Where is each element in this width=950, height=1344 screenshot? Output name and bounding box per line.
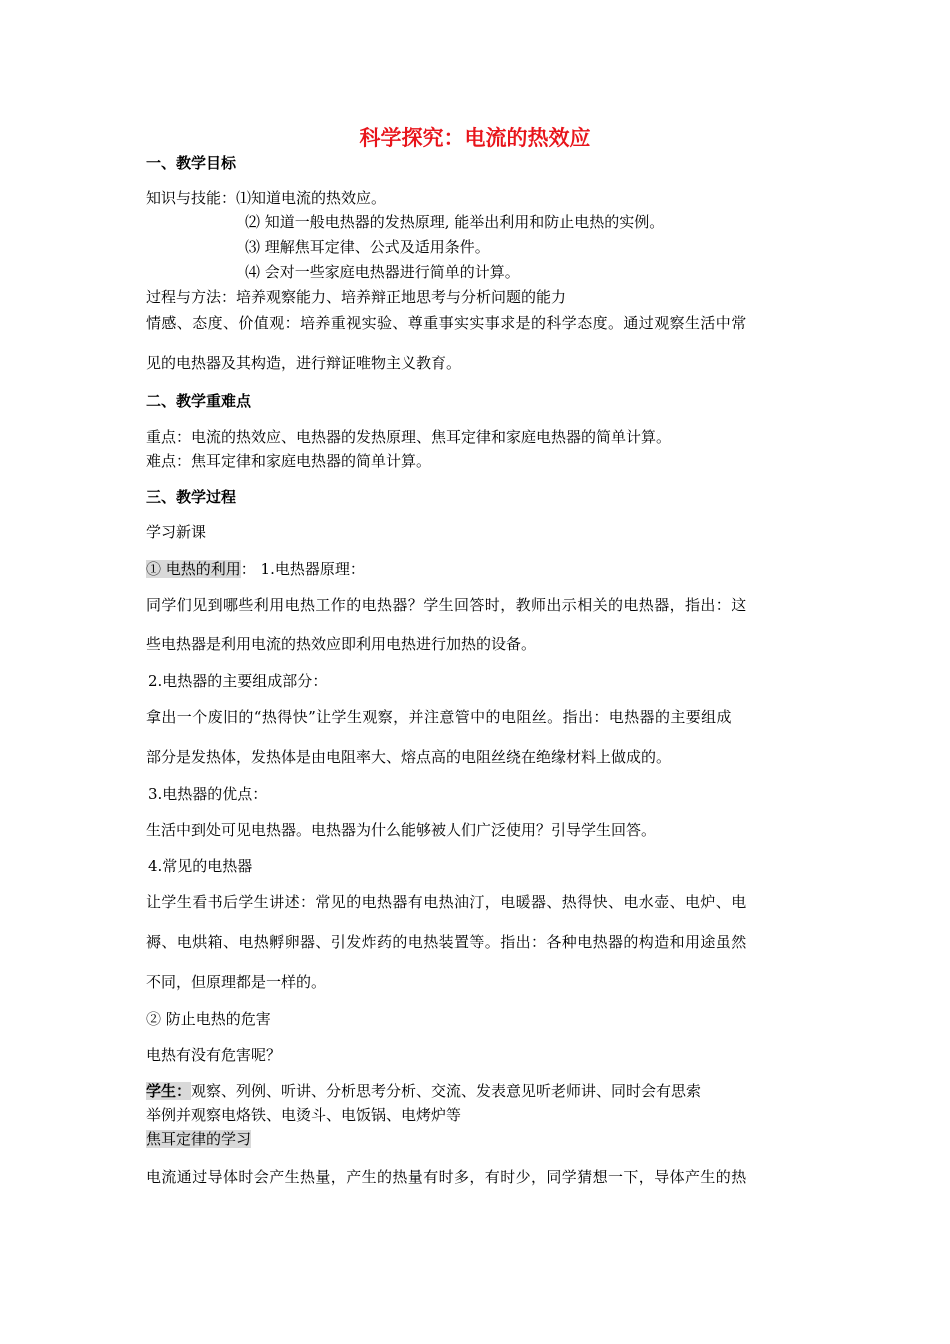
paragraph-3: 生活中到处可见电热器。电热器为什么能够被人们广泛使用？引导学生回答。	[146, 821, 657, 839]
example-line: 举例并观察电烙铁、电烫斗、电饭锅、电烤炉等	[146, 1106, 462, 1124]
item-2-heading: 2.电热器的主要组成部分：	[148, 672, 328, 690]
student-activity	[146, 1081, 701, 1101]
section-heading-key-points: 二、教学重难点	[146, 392, 252, 410]
emotion-line-1: 情感、态度、价值观：培养重视实验、尊重事实实事求是的科学态度。通过观察生活中常	[146, 314, 747, 332]
paragraph-2-line-2: 部分是发热体，发热体是由电阻率大、熔点高的电阻丝绕在绝缘材料上做成的。	[146, 748, 672, 766]
prevent-heading: ② 防止电热的危害	[146, 1010, 271, 1028]
danger-question: 电热有没有危害呢？	[146, 1046, 282, 1064]
emotion-line-2: 见的电热器及其构造，进行辩证唯物主义教育。	[146, 354, 462, 372]
joule-law-label: 焦耳定律的学习	[146, 1130, 252, 1148]
paragraph-4-line-2: 褥、电烘箱、电热孵卵器、引发炸药的电热装置等。指出：各种电热器的构造和用途虽然	[146, 933, 747, 951]
student-text: 观察、列例、听讲、分析思考分析、交流、发表意见听老师讲、同时会有思索	[191, 1082, 702, 1100]
difficult-point: 难点：焦耳定律和家庭电热器的简单计算。	[146, 452, 432, 470]
heat-use-rest: ： 1.电热器原理：	[240, 560, 365, 578]
knowledge-item-3: ⑶ 理解焦耳定律、公式及适用条件。	[245, 238, 490, 256]
paragraph-4-line-3: 不同，但原理都是一样的。	[146, 973, 327, 991]
last-paragraph-line: 电流通过导体时会产生热量，产生的热量有时多，有时少，同学猜想一下，导体产生的热	[146, 1168, 747, 1186]
knowledge-item-1: ⑴知道电流的热效应。	[236, 189, 387, 207]
heat-use-label: ① 电热的利用	[146, 560, 241, 578]
joule-law-heading	[146, 1129, 251, 1149]
knowledge-label: 知识与技能：	[146, 189, 237, 207]
document-title: 科学探究：电流的热效应	[359, 126, 591, 150]
heat-use-line	[146, 559, 365, 579]
section-heading-objectives: 一、教学目标	[146, 154, 237, 172]
knowledge-item-2: ⑵ 知道一般电热器的发热原理, 能举出利用和防止电热的实例。	[245, 213, 665, 231]
section-heading-process: 三、教学过程	[146, 488, 237, 506]
knowledge-item-4: ⑷ 会对一些家庭电热器进行简单的计算。	[245, 263, 520, 281]
new-lesson-label: 学习新课	[146, 523, 207, 541]
student-label: 学生：	[146, 1082, 192, 1100]
paragraph-2-line-1: 拿出一个废旧的“热得快”让学生观察，并注意管中的电阻丝。指出：电热器的主要组成	[146, 708, 732, 726]
paragraph-1-line-2: 些电热器是利用电流的热效应即利用电热进行加热的设备。	[146, 635, 537, 653]
process-method: 过程与方法：培养观察能力、培养辩正地思考与分析问题的能力	[146, 288, 567, 306]
item-4-heading: 4.常见的电热器	[148, 857, 253, 875]
paragraph-4-line-1: 让学生看书后学生讲述：常见的电热器有电热油汀，电暖器、热得快、电水壶、电炉、电	[146, 893, 747, 911]
key-point: 重点：电流的热效应、电热器的发热原理、焦耳定律和家庭电热器的简单计算。	[146, 428, 672, 446]
knowledge-line-1	[146, 188, 386, 208]
item-3-heading: 3.电热器的优点：	[148, 785, 268, 803]
paragraph-1-line-1: 同学们见到哪些利用电热工作的电热器？学生回答时，教师出示相关的电热器，指出：这	[146, 596, 747, 614]
